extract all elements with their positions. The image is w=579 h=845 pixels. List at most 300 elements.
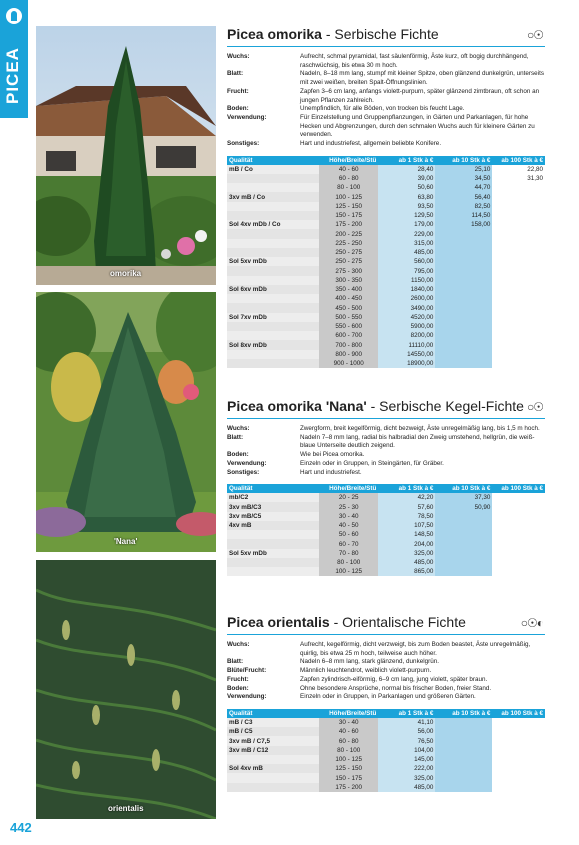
table-cell: 250 - 275: [319, 248, 378, 257]
photo-omorika-image: [36, 26, 216, 285]
column-header: Höhe/Breite/Stü: [319, 484, 378, 493]
table-cell: 865,00: [378, 567, 435, 576]
description-row: [227, 641, 545, 658]
table-cell: 100 - 125: [319, 192, 378, 201]
table-cell: 3xv mB / Co: [227, 192, 319, 201]
column-header: ab 10 Stk à €: [435, 709, 492, 718]
table-cell: 158,00: [435, 220, 492, 229]
table-row: [227, 322, 545, 331]
column-header: Höhe/Breite/Stü: [319, 156, 378, 165]
table-row: [227, 521, 545, 530]
description-value: Hart und industriefest.: [300, 468, 362, 476]
table-cell: [435, 359, 492, 368]
table-cell: Sol 5xv mDb: [227, 257, 319, 266]
product-description: [227, 425, 545, 477]
column-header: ab 1 Stk à €: [378, 484, 435, 493]
table-cell: [227, 248, 319, 257]
description-row: [227, 105, 545, 114]
description-value: Zapfen zylindrisch-eiförmig, 6–9 cm lang, jung violett, später braun.: [300, 675, 488, 683]
table-row: [227, 773, 545, 782]
photo-caption: orientalis: [108, 804, 144, 813]
table-cell: 485,00: [378, 558, 435, 567]
table-cell: 37,30: [435, 493, 492, 502]
table-cell: 56,00: [378, 727, 435, 736]
table-cell: 800 - 900: [319, 350, 378, 359]
table-cell: [435, 248, 492, 257]
table-cell: [492, 539, 545, 548]
table-cell: 222,00: [378, 764, 435, 773]
table-cell: 700 - 800: [319, 340, 378, 349]
table-cell: [492, 493, 545, 502]
description-label: Wuchs:: [227, 53, 250, 60]
table-cell: [492, 502, 545, 511]
description-row: [227, 434, 545, 451]
price-table: [227, 484, 545, 576]
description-value: Unempfindlich, für alle Böden, von trocken bis feucht Lage.: [300, 105, 465, 113]
light-requirement-icon: ○☉: [526, 28, 543, 42]
table-cell: [435, 322, 492, 331]
description-label: Sonstiges:: [227, 468, 260, 476]
table-cell: 325,00: [378, 549, 435, 558]
description-label: Blüte/Frucht:: [227, 667, 267, 675]
table-cell: [435, 285, 492, 294]
table-cell: 40 - 60: [319, 165, 378, 174]
table-cell: [492, 340, 545, 349]
table-cell: 175 - 200: [319, 220, 378, 229]
table-cell: 4520,00: [378, 313, 435, 322]
column-header: ab 1 Stk à €: [378, 156, 435, 165]
description-label: Blatt:: [227, 658, 244, 666]
table-cell: 30 - 40: [319, 718, 378, 727]
photo-caption: omorika: [110, 269, 142, 278]
table-cell: Sol 7xv mDb: [227, 313, 319, 322]
column-header: ab 100 Stk à €: [492, 484, 545, 493]
description-value: Ohne besondere Ansprüche, normal bis frischer Boden, freier Stand.: [300, 684, 492, 692]
description-value: Aufrecht, kegelförmig, dicht verzweigt, bis zum Boden beastet, Äste unregelmäßig, quirlig, bis etwa 25 m hoch, teilweise auch höher.: [300, 641, 531, 657]
description-label: Verwendung:: [227, 693, 267, 701]
table-cell: [227, 530, 319, 539]
table-cell: 315,00: [378, 239, 435, 248]
price-table: [227, 709, 545, 792]
table-cell: 125 - 150: [319, 764, 378, 773]
description-row: [227, 70, 545, 87]
table-cell: 40 - 60: [319, 727, 378, 736]
light-requirement-icon: ○☉: [526, 400, 543, 414]
table-cell: [435, 512, 492, 521]
table-cell: [435, 313, 492, 322]
table-cell: 50 - 60: [319, 530, 378, 539]
description-label: Verwendung:: [227, 459, 267, 467]
table-cell: 28,40: [378, 165, 435, 174]
table-row: [227, 567, 545, 576]
table-cell: [492, 746, 545, 755]
table-cell: [227, 294, 319, 303]
table-cell: 550 - 600: [319, 322, 378, 331]
table-cell: 100 - 125: [319, 567, 378, 576]
description-label: Sonstiges:: [227, 140, 260, 148]
description-value: Nadeln, 8–18 mm lang, stumpf mit kleiner Spitze, oben glänzend dunkelgrün, unterseits mit zwei weißen, breiten Spalt-Öffnungslinien.: [300, 70, 544, 87]
table-cell: [435, 521, 492, 530]
description-label: Frucht:: [227, 675, 249, 683]
table-cell: [492, 764, 545, 773]
table-cell: 900 - 1000: [319, 359, 378, 368]
description-label: Boden:: [227, 105, 249, 113]
table-cell: [435, 746, 492, 755]
table-cell: [435, 718, 492, 727]
table-cell: Sol 8xv mDb: [227, 340, 319, 349]
description-row: [227, 685, 545, 694]
table-row: [227, 736, 545, 745]
column-header: Qualität: [227, 484, 319, 493]
table-cell: 80 - 100: [319, 558, 378, 567]
table-cell: [492, 773, 545, 782]
table-header-row: [227, 484, 545, 493]
table-cell: 3xv mB / C12: [227, 746, 319, 755]
table-cell: [227, 211, 319, 220]
table-cell: [492, 313, 545, 322]
category-tab: [0, 0, 28, 118]
table-cell: 40 - 50: [319, 521, 378, 530]
table-row: [227, 192, 545, 201]
table-cell: 4xv mB: [227, 521, 319, 530]
description-value: Männlich leuchtendrot, weiblich violett-purpurn.: [300, 667, 432, 675]
table-cell: 3490,00: [378, 303, 435, 312]
product-section-omorika: [227, 26, 545, 368]
table-cell: 107,50: [378, 521, 435, 530]
table-cell: [492, 220, 545, 229]
product-subtitle: - Serbische Fichte: [321, 26, 439, 42]
description-row: [227, 451, 545, 460]
category-label: PICEA: [3, 47, 22, 104]
table-cell: 42,20: [378, 493, 435, 502]
table-row: [227, 493, 545, 502]
product-section-omorika-nana: [227, 398, 545, 576]
product-subtitle: - Orientalische Fichte: [329, 614, 466, 630]
description-value: Nadeln 6–8 mm lang, stark glänzend, dunkelgrün.: [300, 658, 439, 666]
table-cell: 175 - 200: [319, 783, 378, 792]
description-value: Zwergform, breit kegelförmig, dicht bezweigt, Äste unregelmäßig lang, bis 1,5 m hoch.: [300, 425, 540, 432]
table-cell: [227, 331, 319, 340]
table-row: [227, 746, 545, 755]
table-cell: 25,10: [435, 165, 492, 174]
table-cell: 500 - 550: [319, 313, 378, 322]
table-cell: 80 - 100: [319, 183, 378, 192]
table-cell: [227, 350, 319, 359]
table-cell: [227, 239, 319, 248]
table-cell: [435, 755, 492, 764]
product-subtitle: - Serbische Kegel-Fichte: [366, 398, 524, 414]
table-cell: 100 - 125: [319, 755, 378, 764]
table-cell: [227, 359, 319, 368]
table-row: [227, 764, 545, 773]
description-label: Boden:: [227, 684, 249, 692]
table-cell: 3xv mB/C5: [227, 512, 319, 521]
description-row: [227, 53, 545, 70]
table-cell: 225 - 250: [319, 239, 378, 248]
table-row: [227, 331, 545, 340]
table-cell: [435, 764, 492, 773]
table-row: [227, 539, 545, 548]
table-cell: [492, 755, 545, 764]
table-row: [227, 783, 545, 792]
table-cell: [227, 202, 319, 211]
table-cell: 39,00: [378, 174, 435, 183]
table-row: [227, 285, 545, 294]
table-cell: [435, 350, 492, 359]
photo-orientalis: [36, 560, 216, 819]
table-cell: 350 - 400: [319, 285, 378, 294]
table-cell: 34,50: [435, 174, 492, 183]
table-cell: 104,00: [378, 746, 435, 755]
table-cell: [492, 350, 545, 359]
table-row: [227, 359, 545, 368]
table-cell: [492, 512, 545, 521]
description-value: Einzeln oder in Gruppen, in Steingärten, für Gräber.: [300, 459, 444, 467]
description-row: [227, 425, 545, 434]
table-row: [227, 530, 545, 539]
table-cell: [492, 202, 545, 211]
table-cell: 57,60: [378, 502, 435, 511]
table-cell: 30 - 40: [319, 512, 378, 521]
column-header: ab 100 Stk à €: [492, 709, 545, 718]
product-description: [227, 641, 545, 702]
description-row: [227, 693, 545, 702]
table-cell: 275 - 300: [319, 266, 378, 275]
table-cell: 229,00: [378, 229, 435, 238]
table-cell: 3xv mB / C7,5: [227, 736, 319, 745]
table-row: [227, 350, 545, 359]
table-cell: 450 - 500: [319, 303, 378, 312]
table-cell: 50,60: [378, 183, 435, 192]
table-cell: 3xv mB/C3: [227, 502, 319, 511]
table-cell: 250 - 275: [319, 257, 378, 266]
description-row: [227, 667, 545, 676]
table-row: [227, 727, 545, 736]
description-value: Zapfen 3–6 cm lang, anfangs violett-purpurn, später glänzend zimtbraun, oft schon an jungen Pflanzen zahlreich.: [300, 87, 540, 104]
table-cell: 2600,00: [378, 294, 435, 303]
table-cell: [435, 303, 492, 312]
table-row: [227, 239, 545, 248]
table-cell: [435, 294, 492, 303]
table-cell: [492, 248, 545, 257]
table-cell: 60 - 80: [319, 736, 378, 745]
table-header-row: [227, 709, 545, 718]
table-row: [227, 718, 545, 727]
table-header-row: [227, 156, 545, 165]
divider: [227, 634, 545, 635]
table-cell: [492, 530, 545, 539]
table-cell: 93,50: [378, 202, 435, 211]
divider: [227, 46, 545, 47]
table-cell: 25 - 30: [319, 502, 378, 511]
table-row: [227, 294, 545, 303]
table-cell: [435, 539, 492, 548]
table-cell: [435, 783, 492, 792]
table-cell: [435, 229, 492, 238]
table-row: [227, 183, 545, 192]
table-cell: [227, 755, 319, 764]
table-cell: 114,50: [435, 211, 492, 220]
table-cell: 18900,00: [378, 359, 435, 368]
photo-orientalis-image: [36, 560, 216, 819]
description-value: Nadeln 7–8 mm lang, radial bis halbradial den Zweig umstehend, hellgrün, die weiß-blaue Unterseite deutlich zeigend.: [300, 433, 535, 450]
table-cell: [227, 539, 319, 548]
table-cell: 400 - 450: [319, 294, 378, 303]
table-row: [227, 165, 545, 174]
table-row: [227, 276, 545, 285]
table-cell: 82,50: [435, 202, 492, 211]
table-cell: [492, 183, 545, 192]
table-cell: [492, 285, 545, 294]
table-cell: [492, 257, 545, 266]
table-row: [227, 755, 545, 764]
table-cell: mb/C2: [227, 493, 319, 502]
table-row: [227, 558, 545, 567]
light-requirement-icon: ○☉◐: [520, 616, 543, 630]
table-cell: [492, 359, 545, 368]
table-row: [227, 248, 545, 257]
table-cell: 200 - 225: [319, 229, 378, 238]
description-label: Wuchs:: [227, 641, 250, 648]
table-cell: 129,50: [378, 211, 435, 220]
table-row: [227, 220, 545, 229]
table-cell: Sol 6xv mDb: [227, 285, 319, 294]
table-row: [227, 502, 545, 511]
table-cell: [435, 266, 492, 275]
product-title: [227, 26, 545, 42]
table-cell: [227, 322, 319, 331]
table-cell: 560,00: [378, 257, 435, 266]
table-cell: 485,00: [378, 783, 435, 792]
product-name: Picea omorika: [227, 26, 322, 42]
description-value: Aufrecht, schmal pyramidal, fast säulenförmig, Äste kurz, oft bogig durchhängend, raschwüchsig, bis etwa 30 m hoch.: [300, 53, 529, 69]
table-cell: [492, 192, 545, 201]
description-row: [227, 676, 545, 685]
table-cell: [227, 773, 319, 782]
table-cell: [435, 331, 492, 340]
table-cell: 1840,00: [378, 285, 435, 294]
table-cell: 600 - 700: [319, 331, 378, 340]
table-cell: [435, 257, 492, 266]
description-label: Boden:: [227, 451, 249, 459]
table-cell: [227, 229, 319, 238]
table-cell: mB / C5: [227, 727, 319, 736]
table-cell: [227, 276, 319, 285]
description-row: [227, 460, 545, 469]
table-cell: [227, 783, 319, 792]
photo-caption: 'Nana': [114, 537, 138, 546]
description-value: Einzeln oder in Gruppen, in Parkanlagen und größeren Gärten.: [300, 693, 476, 701]
table-cell: Sol 5xv mDb: [227, 549, 319, 558]
table-cell: 150 - 175: [319, 773, 378, 782]
column-header: ab 100 Stk à €: [492, 156, 545, 165]
price-table: [227, 156, 545, 369]
table-cell: 148,50: [378, 530, 435, 539]
table-row: [227, 512, 545, 521]
table-row: [227, 229, 545, 238]
table-cell: [492, 303, 545, 312]
table-cell: [435, 727, 492, 736]
table-cell: [227, 266, 319, 275]
table-cell: 204,00: [378, 539, 435, 548]
table-cell: 325,00: [378, 773, 435, 782]
table-cell: [227, 183, 319, 192]
table-cell: 11110,00: [378, 340, 435, 349]
page-number: 442: [10, 820, 32, 835]
column-header: Höhe/Breite/Stü: [319, 709, 378, 718]
photo-nana-image: [36, 292, 216, 552]
column-header: ab 10 Stk à €: [435, 484, 492, 493]
table-row: [227, 303, 545, 312]
description-row: [227, 140, 545, 149]
table-cell: [227, 174, 319, 183]
table-cell: [492, 783, 545, 792]
table-cell: [435, 276, 492, 285]
product-name: Picea omorika 'Nana': [227, 398, 367, 414]
table-cell: 300 - 350: [319, 276, 378, 285]
product-name: Picea orientalis: [227, 614, 330, 630]
table-cell: 795,00: [378, 266, 435, 275]
table-cell: 14550,00: [378, 350, 435, 359]
table-cell: [492, 322, 545, 331]
description-label: Verwendung:: [227, 113, 267, 121]
table-cell: 44,70: [435, 183, 492, 192]
table-row: [227, 340, 545, 349]
table-cell: 60 - 70: [319, 539, 378, 548]
column-header: ab 1 Stk à €: [378, 709, 435, 718]
product-title: [227, 398, 545, 414]
table-cell: [492, 567, 545, 576]
table-cell: 63,80: [378, 192, 435, 201]
table-cell: 179,00: [378, 220, 435, 229]
table-cell: 50,90: [435, 502, 492, 511]
table-cell: [435, 239, 492, 248]
table-cell: [435, 736, 492, 745]
description-label: Frucht:: [227, 87, 249, 95]
table-cell: 60 - 80: [319, 174, 378, 183]
photo-omorika: [36, 26, 216, 285]
table-cell: mB / Co: [227, 165, 319, 174]
table-cell: 70 - 80: [319, 549, 378, 558]
description-row: [227, 114, 545, 140]
table-cell: [492, 266, 545, 275]
description-value: Hart und industriefest, allgemein beliebte Konifere.: [300, 140, 442, 148]
table-cell: 56,40: [435, 192, 492, 201]
table-cell: 125 - 150: [319, 202, 378, 211]
table-cell: [492, 239, 545, 248]
table-cell: [492, 211, 545, 220]
column-header: Qualität: [227, 709, 319, 718]
table-cell: 80 - 100: [319, 746, 378, 755]
column-header: ab 10 Stk à €: [435, 156, 492, 165]
table-cell: [492, 331, 545, 340]
divider: [227, 418, 545, 419]
table-row: [227, 257, 545, 266]
description-row: [227, 658, 545, 667]
description-label: Wuchs:: [227, 425, 250, 432]
table-cell: [227, 303, 319, 312]
table-cell: [492, 294, 545, 303]
table-cell: 8200,00: [378, 331, 435, 340]
table-cell: 22,80: [492, 165, 545, 174]
photo-nana: [36, 292, 216, 552]
table-cell: 31,30: [492, 174, 545, 183]
table-cell: Sol 4xv mB: [227, 764, 319, 773]
table-cell: [492, 727, 545, 736]
table-cell: [492, 276, 545, 285]
table-cell: mB / C3: [227, 718, 319, 727]
table-cell: [435, 567, 492, 576]
